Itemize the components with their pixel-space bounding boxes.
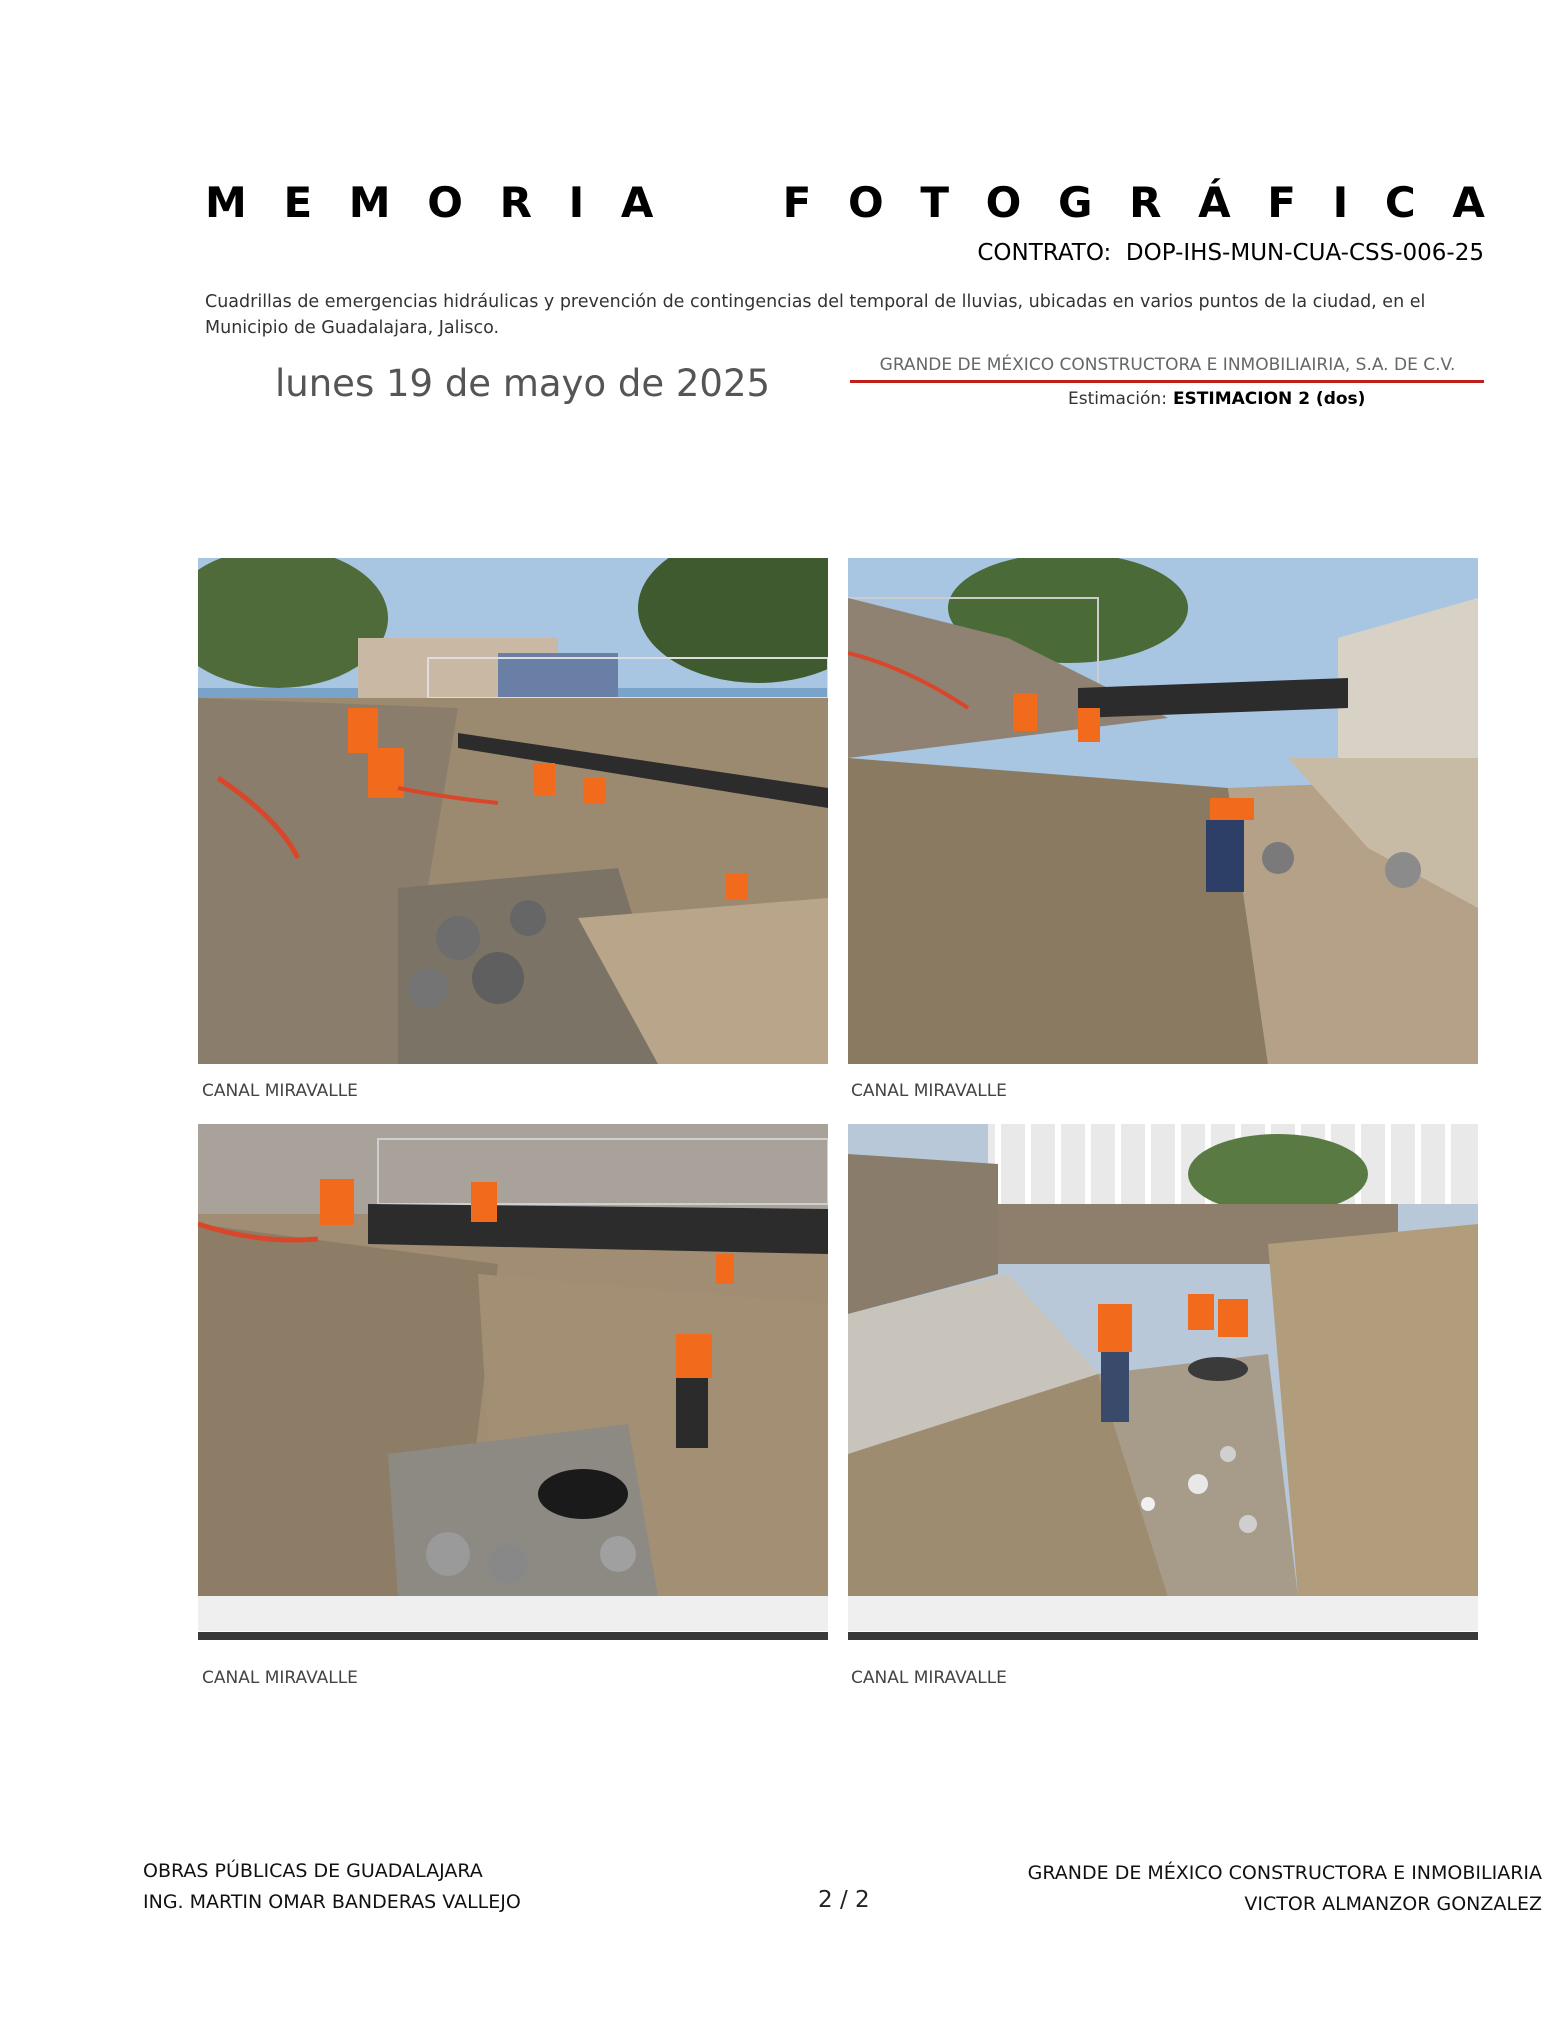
contract-label: CONTRATO: (977, 240, 1112, 266)
page-number: 2 / 2 (818, 1887, 870, 1913)
site-photo-3 (198, 1124, 828, 1596)
contract-number: DOP-IHS-MUN-CUA-CSS-006-25 (1125, 240, 1484, 266)
title-word-gap (690, 178, 746, 227)
footer-right (1028, 1858, 1542, 1920)
photo-band-3 (198, 1596, 828, 1631)
page-title (205, 178, 1485, 227)
red-divider (850, 380, 1484, 383)
footer-left-person: ING. MARTIN OMAR BANDERAS VALLEJO (143, 1891, 521, 1913)
photo-bar-4 (848, 1632, 1478, 1640)
site-photo-2 (848, 558, 1478, 1064)
report-date: lunes 19 de mayo de 2025 (275, 362, 771, 405)
photo-caption-4: CANAL MIRAVALLE (851, 1668, 1007, 1688)
title-letter: Á (1198, 178, 1231, 227)
estimation-line (1068, 389, 1365, 409)
title-letter: O (985, 178, 1022, 227)
estimation-label: Estimación: (1068, 389, 1167, 409)
title-letter: O (427, 178, 463, 227)
title-letter: R (499, 178, 532, 227)
footer-right-org: GRANDE DE MÉXICO CONSTRUCTORA E INMOBILIARIA (1027, 1862, 1542, 1884)
site-photo-4 (848, 1124, 1478, 1596)
site-photo-1 (198, 558, 828, 1064)
photo-caption-3: CANAL MIRAVALLE (202, 1668, 358, 1688)
photo-bar-3 (198, 1632, 828, 1640)
title-letter: A (620, 178, 654, 227)
title-letter: O (847, 178, 884, 227)
footer-left-org: OBRAS PÚBLICAS DE GUADALAJARA (143, 1860, 483, 1882)
title-letter: M (348, 178, 391, 227)
title-letter: I (1332, 178, 1349, 227)
title-letter: A (1452, 178, 1485, 227)
title-letter: C (1384, 178, 1416, 227)
work-description: Cuadrillas de emergencias hidráulicas y prevención de contingencias del temporal de lluvias, ubicadas en varios puntos de la ciudad, en el Municipio de Guadalajara, Jalisco. (205, 292, 1426, 338)
company-name: GRANDE DE MÉXICO CONSTRUCTORA E INMOBILIAIRIA, S.A. DE C.V. (879, 355, 1456, 375)
photo-band-4 (848, 1596, 1478, 1631)
title-letter: E (283, 178, 313, 227)
title-letter: R (1129, 178, 1162, 227)
title-letter: I (568, 178, 585, 227)
title-letter: F (782, 178, 812, 227)
estimation-value: ESTIMACION 2 (dos) (1172, 389, 1366, 409)
photo-caption-2: CANAL MIRAVALLE (851, 1081, 1007, 1101)
title-letter: G (1058, 178, 1093, 227)
contract-line (977, 240, 1484, 266)
footer-left (143, 1856, 521, 1918)
title-letter: T (920, 178, 949, 227)
title-letter: F (1267, 178, 1296, 227)
footer-right-person: VICTOR ALMANZOR GONZALEZ (1244, 1893, 1542, 1915)
photo-caption-1: CANAL MIRAVALLE (202, 1081, 358, 1101)
title-letter: M (205, 178, 247, 227)
